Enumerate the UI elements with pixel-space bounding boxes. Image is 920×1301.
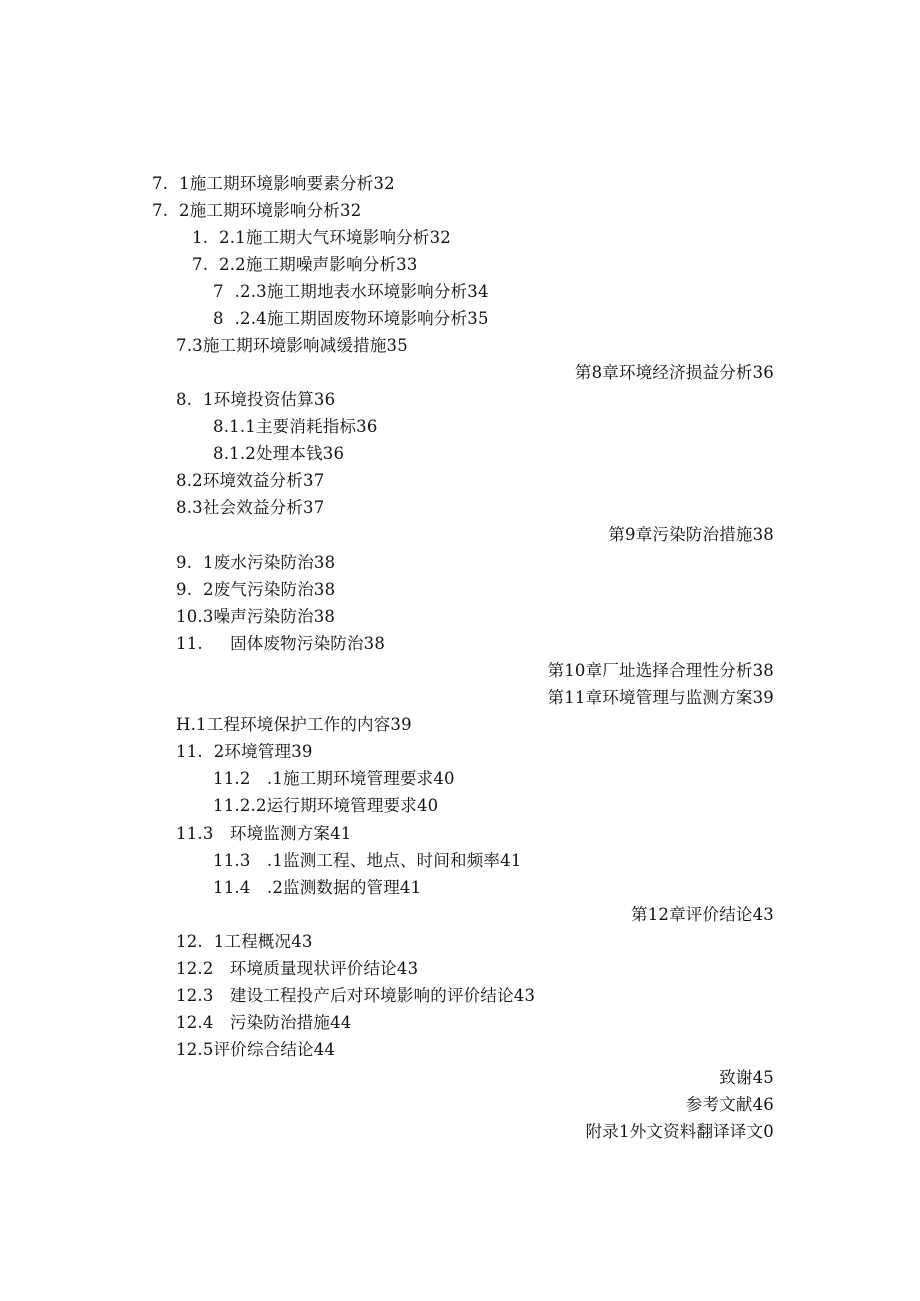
toc-entry[interactable]: 7. 2施工期环境影响分析32 [152,201,362,220]
toc-backmatter-entry[interactable]: 致谢45 [719,1068,774,1087]
toc-entry[interactable]: 11.3 环境监测方案41 [176,824,352,843]
toc-entry[interactable]: 9. 1废水污染防治38 [176,553,336,572]
toc-entry[interactable]: 8.3社会效益分析37 [176,498,325,517]
toc-entry[interactable]: 8.1.2处理本钱36 [213,444,345,463]
toc-entry[interactable]: 8. 1环境投资估算36 [176,390,336,409]
toc-entry[interactable]: 12.2 环境质量现状评价结论43 [176,959,419,978]
toc-entry[interactable]: 12. 1工程概况43 [176,932,313,951]
toc-backmatter-entry[interactable]: 参考文献46 [685,1095,774,1114]
toc-entry[interactable]: 11.2 .1施工期环境管理要求40 [213,769,455,788]
toc-chapter-heading[interactable]: 第11章环境管理与监测方案39 [547,688,774,707]
toc-entry[interactable]: 7. 1施工期环境影响要素分析32 [152,174,395,193]
toc-backmatter-entry[interactable]: 附录1外文资料翻译译文0 [585,1122,774,1141]
toc-entry[interactable]: 9. 2废气污染防治38 [176,580,336,599]
toc-entry[interactable]: 12.4 污染防治措施44 [176,1013,352,1032]
toc-entry[interactable]: 11. 固体废物污染防治38 [176,634,386,653]
toc-entry[interactable]: 7 .2.3施工期地表水环境影响分析34 [213,282,489,301]
toc-chapter-heading[interactable]: 第9章污染防治措施38 [608,525,774,544]
toc-chapter-heading[interactable]: 第12章评价结论43 [631,905,774,924]
toc-entry[interactable]: 1. 2.1施工期大气环境影响分析32 [192,228,451,247]
toc-entry[interactable]: 8 .2.4施工期固废物环境影响分析35 [213,309,489,328]
toc-entry[interactable]: 10.3噪声污染防治38 [176,607,336,626]
toc-entry[interactable]: 11.2.2运行期环境管理要求40 [213,796,439,815]
toc-entry[interactable]: 8.2环境效益分析37 [176,471,325,490]
toc-entry[interactable]: 8.1.1主要消耗指标36 [213,417,378,436]
toc-entry[interactable]: 12.5评价综合结论44 [176,1040,336,1059]
toc-entry[interactable]: 12.3 建设工程投产后对环境影响的评价结论43 [176,986,536,1005]
toc-entry[interactable]: 7. 2.2施工期噪声影响分析33 [192,255,418,274]
toc-entry[interactable]: 11. 2环境管理39 [176,742,313,761]
toc-chapter-heading[interactable]: 第10章厂址选择合理性分析38 [547,661,774,680]
toc-entry[interactable]: 11.4 .2监测数据的管理41 [213,878,422,897]
toc-chapter-heading[interactable]: 第8章环境经济损益分析36 [574,363,774,382]
toc-entry[interactable]: H.1工程环境保护工作的内容39 [176,715,412,734]
toc-entry[interactable]: 7.3施工期环境影响减缓措施35 [176,336,408,355]
toc-entry[interactable]: 11.3 .1监测工程、地点、时间和频率41 [213,851,522,870]
